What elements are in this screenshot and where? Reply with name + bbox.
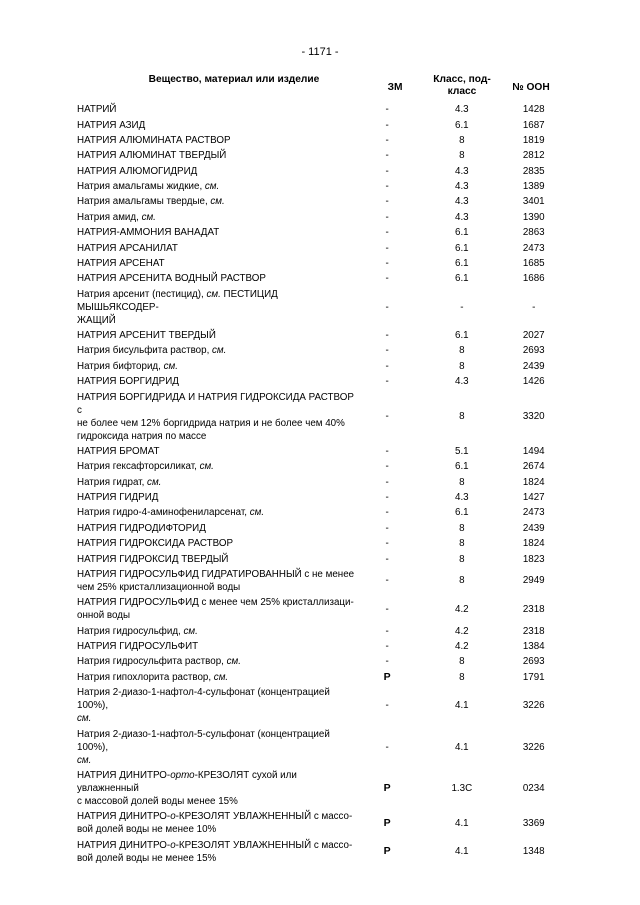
un-number-cell: 3369 xyxy=(522,817,545,829)
table-row xyxy=(77,328,567,343)
un-number-cell: 2863 xyxy=(522,227,545,239)
zm-cell: - xyxy=(385,360,389,372)
un-number-cell: 1494 xyxy=(522,445,545,457)
un-number-cell: 2835 xyxy=(522,165,545,177)
un-number-cell: 1384 xyxy=(522,641,545,653)
table-row xyxy=(77,475,567,490)
table-row xyxy=(77,551,567,566)
zm-cell: Р xyxy=(383,816,391,829)
class-cell: 4.3 xyxy=(455,492,469,504)
substance-cell: Натрия амальгамы твердые, см. xyxy=(77,196,225,208)
class-cell: 6.1 xyxy=(455,227,469,239)
zm-cell: - xyxy=(385,445,389,457)
substance-cell: НАТРИЯ АРСАНИЛАТ xyxy=(77,242,178,254)
un-number-cell: 1348 xyxy=(522,846,545,858)
class-cell: 6.1 xyxy=(455,330,469,342)
zm-cell: - xyxy=(385,741,389,753)
table-row xyxy=(77,389,567,443)
class-cell: 8 xyxy=(459,134,465,146)
substance-cell: Натрия арсенит (пестицид), см. ПЕСТИЦИД МЫШЬЯКСОДЕР- ЖАЩИЙ xyxy=(77,288,278,326)
class-cell: - xyxy=(460,301,464,313)
table-row xyxy=(77,343,567,358)
class-cell: 6.1 xyxy=(455,242,469,254)
un-number-cell: 2318 xyxy=(522,603,545,615)
table-row xyxy=(77,654,567,669)
class-cell: 6.1 xyxy=(455,507,469,519)
class-cell: 6.1 xyxy=(455,257,469,269)
zm-cell: Р xyxy=(383,670,391,683)
un-number-cell: 1389 xyxy=(522,181,545,193)
table-row xyxy=(77,164,567,179)
substance-cell: НАТРИЯ ГИДРОКСИД ТВЕРДЫЙ xyxy=(77,553,229,565)
table-row xyxy=(77,567,567,595)
zm-cell: - xyxy=(385,150,389,162)
un-number-cell: 1427 xyxy=(522,492,545,504)
zm-cell: - xyxy=(385,257,389,269)
zm-cell: - xyxy=(385,273,389,285)
substance-cell: Натрия гидросульфита раствор, см. xyxy=(77,656,241,668)
table-row xyxy=(77,194,567,209)
table-row xyxy=(77,102,567,117)
substance-cell: НАТРИЯ БРОМАТ xyxy=(77,445,160,457)
class-cell: 8 xyxy=(459,476,465,488)
substance-cell: НАТРИЯ АЛЮМИНАТА РАСТВОР xyxy=(77,134,231,146)
un-number-cell: 3226 xyxy=(522,700,545,712)
substance-cell: НАТРИЯ АРСЕНИТА ВОДНЫЙ РАСТВОР xyxy=(77,273,266,285)
zm-cell: - xyxy=(385,301,389,313)
table-row xyxy=(77,490,567,505)
substance-cell: НАТРИЯ АЛЮМОГИДРИД xyxy=(77,165,198,177)
substance-cell: НАТРИЯ БОРГИДРИДА И НАТРИЯ ГИДРОКСИДА РАСТВОР с не более чем 12% боргидрида натрия и не более чем 40% гидроксида натрия по массе xyxy=(77,391,354,442)
zm-cell: - xyxy=(385,461,389,473)
substance-cell: НАТРИЯ-АММОНИЯ ВАНАДАТ xyxy=(77,227,220,239)
table-row xyxy=(77,210,567,225)
zm-cell: - xyxy=(385,165,389,177)
un-number-cell: 3226 xyxy=(522,741,545,753)
zm-cell: Р xyxy=(383,845,391,858)
table-row xyxy=(77,521,567,536)
zm-cell: - xyxy=(385,553,389,565)
table-row xyxy=(77,225,567,240)
un-number-cell: 1824 xyxy=(522,538,545,550)
zm-cell: - xyxy=(385,134,389,146)
zm-cell: - xyxy=(385,625,389,637)
table-row xyxy=(77,768,567,809)
class-cell: 4.1 xyxy=(455,700,469,712)
zm-cell: - xyxy=(385,196,389,208)
substance-cell: НАТРИЙ xyxy=(77,104,117,116)
zm-cell: - xyxy=(385,211,389,223)
class-cell: 8 xyxy=(459,360,465,372)
substance-cell: Натрия гидрат, см. xyxy=(77,476,162,488)
zm-cell: - xyxy=(385,575,389,587)
class-cell: 4.3 xyxy=(455,376,469,388)
un-number-cell: 2693 xyxy=(522,656,545,668)
table-row xyxy=(77,287,567,328)
un-number-cell: 2439 xyxy=(522,360,545,372)
table-row xyxy=(77,505,567,520)
un-number-cell: 1685 xyxy=(522,257,545,269)
class-cell: 4.3 xyxy=(455,196,469,208)
table-row xyxy=(77,240,567,255)
substance-cell: НАТРИЯ ГИДРОСУЛЬФИТ xyxy=(77,641,199,653)
un-number-cell: 2812 xyxy=(522,150,545,162)
zm-cell: - xyxy=(385,603,389,615)
class-cell: 4.3 xyxy=(455,211,469,223)
un-number-cell: 2674 xyxy=(522,461,545,473)
zm-cell: - xyxy=(385,492,389,504)
substance-cell: Натрия амальгамы жидкие, см. xyxy=(77,181,220,193)
zm-cell: - xyxy=(385,538,389,550)
substance-cell: Натрия амид, см. xyxy=(77,211,156,223)
zm-cell: - xyxy=(385,656,389,668)
header-zm: ЗМ xyxy=(387,82,403,93)
class-cell: 4.3 xyxy=(455,181,469,193)
zm-cell: Р xyxy=(383,781,391,794)
substance-cell: НАТРИЯ БОРГИДРИД xyxy=(77,376,179,388)
class-cell: 6.1 xyxy=(455,461,469,473)
class-cell: 6.1 xyxy=(455,273,469,285)
table-row xyxy=(77,624,567,639)
table-row xyxy=(77,256,567,271)
substance-cell: Натрия бифторид, см. xyxy=(77,360,178,372)
zm-cell: - xyxy=(385,411,389,423)
un-number-cell: 1390 xyxy=(522,211,545,223)
class-cell: 4.2 xyxy=(455,603,469,615)
substance-cell: Натрия гидросульфид, см. xyxy=(77,625,198,637)
table-row xyxy=(77,685,567,726)
substance-cell: НАТРИЯ ДИНИТРО-орто-КРЕЗОЛЯТ сухой или увлажненный с массовой долей воды менее 15% xyxy=(77,769,297,807)
zm-cell: - xyxy=(385,104,389,116)
substance-cell: Натрия гексафторсиликат, см. xyxy=(77,461,214,473)
un-number-cell: 2473 xyxy=(522,507,545,519)
substance-cell: Натрия гидро-4-аминофениларсенат, см. xyxy=(77,507,265,519)
substance-cell: НАТРИЯ ДИНИТРО-о-КРЕЗОЛЯТ УВЛАЖНЕННЫЙ с массо- вой долей воды не менее 15% xyxy=(77,839,353,864)
table-row xyxy=(77,595,567,623)
table-row xyxy=(77,374,567,389)
zm-cell: - xyxy=(385,345,389,357)
zm-cell: - xyxy=(385,330,389,342)
class-cell: 4.2 xyxy=(455,625,469,637)
class-cell: 8 xyxy=(459,671,465,683)
substance-cell: НАТРИЯ АЗИД xyxy=(77,119,146,131)
un-number-cell: 1687 xyxy=(522,119,545,131)
zm-cell: - xyxy=(385,700,389,712)
table-row xyxy=(77,271,567,286)
table-row xyxy=(77,459,567,474)
un-number-cell: 1428 xyxy=(522,104,545,116)
un-number-cell: 1426 xyxy=(522,376,545,388)
substance-cell: НАТРИЯ АЛЮМИНАТ ТВЕРДЫЙ xyxy=(77,150,227,162)
class-cell: 1.3С xyxy=(451,782,473,794)
class-cell: 8 xyxy=(459,553,465,565)
table-row xyxy=(77,726,567,767)
substance-cell: НАТРИЯ ГИДРОСУЛЬФИД с менее чем 25% кристаллизаци- онной воды xyxy=(77,597,354,622)
un-number-cell: 2949 xyxy=(522,575,545,587)
table-row xyxy=(77,639,567,654)
table-row xyxy=(77,359,567,374)
un-number-cell: 1824 xyxy=(522,476,545,488)
un-number-cell: 2473 xyxy=(522,242,545,254)
un-number-cell: 2693 xyxy=(522,345,545,357)
table-row xyxy=(77,536,567,551)
un-number-cell: 2027 xyxy=(522,330,545,342)
class-cell: 4.2 xyxy=(455,641,469,653)
zm-cell: - xyxy=(385,181,389,193)
class-cell: 8 xyxy=(459,150,465,162)
zm-cell: - xyxy=(385,242,389,254)
table-row xyxy=(77,670,567,685)
substance-cell: НАТРИЯ АРСЕНИТ ТВЕРДЫЙ xyxy=(77,330,216,342)
un-number-cell: 1819 xyxy=(522,134,545,146)
substance-cell: Натрия бисульфита раствор, см. xyxy=(77,345,227,357)
un-number-cell: 1791 xyxy=(522,671,545,683)
substance-cell: Натрия 2-диазо-1-нафтол-4-сульфонат (концентрацией 100%), см. xyxy=(77,687,330,725)
table-row xyxy=(77,838,567,866)
un-number-cell: 2439 xyxy=(522,522,545,534)
zm-cell: - xyxy=(385,507,389,519)
un-number-cell: 3320 xyxy=(522,411,545,423)
header-substance: Вещество, материал или изделие xyxy=(148,74,320,85)
substance-cell: Натрия 2-диазо-1-нафтол-5-сульфонат (концентрацией 100%), см. xyxy=(77,728,330,766)
class-cell: 8 xyxy=(459,411,465,423)
zm-cell: - xyxy=(385,522,389,534)
class-cell: 8 xyxy=(459,538,465,550)
zm-cell: - xyxy=(385,476,389,488)
substance-table xyxy=(77,102,567,866)
class-cell: 8 xyxy=(459,522,465,534)
zm-cell: - xyxy=(385,376,389,388)
class-cell: 4.1 xyxy=(455,846,469,858)
class-cell: 4.1 xyxy=(455,741,469,753)
page-number: - 1171 - xyxy=(301,46,339,58)
class-cell: 4.1 xyxy=(455,817,469,829)
class-cell: 8 xyxy=(459,345,465,357)
class-cell: 5.1 xyxy=(455,445,469,457)
class-cell: 8 xyxy=(459,656,465,668)
table-row xyxy=(77,148,567,163)
zm-cell: - xyxy=(385,227,389,239)
un-number-cell: 1686 xyxy=(522,273,545,285)
table-row xyxy=(77,444,567,459)
substance-cell: НАТРИЯ ГИДРОСУЛЬФИД ГИДРАТИРОВАННЫЙ с не менее чем 25% кристаллизационной воды xyxy=(77,568,355,593)
substance-cell: НАТРИЯ ГИДРОКСИДА РАСТВОР xyxy=(77,538,234,550)
substance-cell: НАТРИЯ ДИНИТРО-о-КРЕЗОЛЯТ УВЛАЖНЕННЫЙ с массо- вой долей воды не менее 10% xyxy=(77,811,353,836)
table-row xyxy=(77,179,567,194)
substance-cell: Натрия гипохлорита раствор, см. xyxy=(77,671,229,683)
class-cell: 4.3 xyxy=(455,165,469,177)
table-row xyxy=(77,133,567,148)
table-row xyxy=(77,117,567,132)
class-cell: 8 xyxy=(459,575,465,587)
un-number-cell: 2318 xyxy=(522,625,545,637)
substance-cell: НАТРИЯ ГИДРОДИФТОРИД xyxy=(77,522,206,534)
substance-cell: НАТРИЯ ГИДРИД xyxy=(77,492,159,504)
zm-cell: - xyxy=(385,119,389,131)
un-number-cell: 0234 xyxy=(522,782,545,794)
header-un-number: № ООН xyxy=(512,82,550,93)
zm-cell: - xyxy=(385,641,389,653)
class-cell: 6.1 xyxy=(455,119,469,131)
substance-cell: НАТРИЯ АРСЕНАТ xyxy=(77,257,165,269)
un-number-cell: 3401 xyxy=(522,196,545,208)
class-cell: 4.3 xyxy=(455,104,469,116)
un-number-cell: 1823 xyxy=(522,553,545,565)
un-number-cell: - xyxy=(532,301,536,313)
table-row xyxy=(77,809,567,837)
header-class: Класс, под- класс xyxy=(433,74,491,97)
